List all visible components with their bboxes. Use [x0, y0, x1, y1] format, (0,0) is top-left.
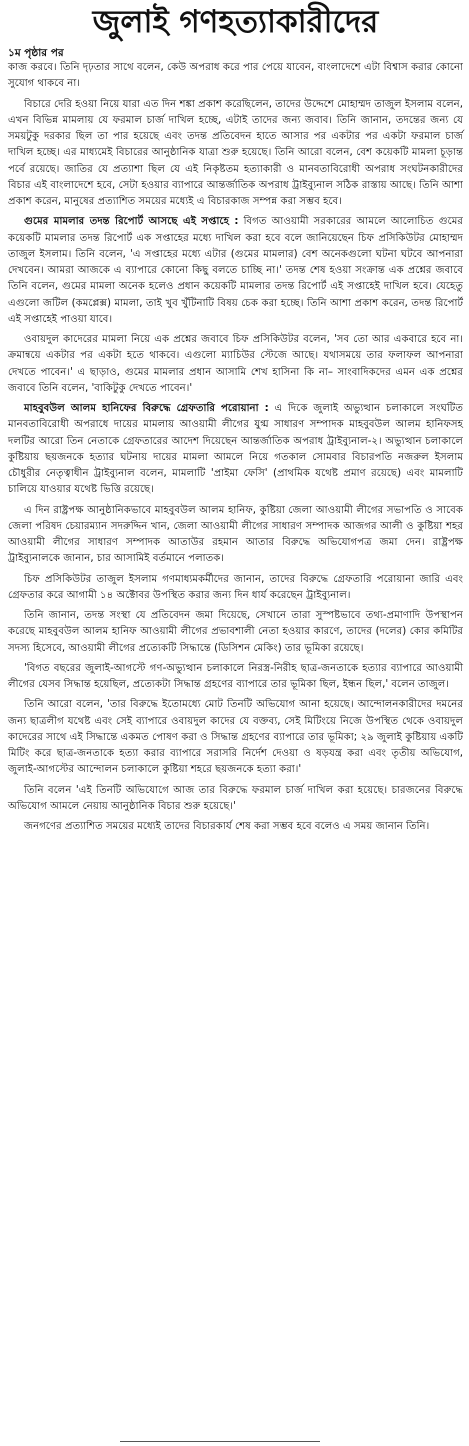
paragraph-text: কাজ করবে। তিনি দৃঢ়তার সাথে বলেন, কেউ অপরাধ করে পার পেয়ে যাবেন, বাংলাদেশে এটা বিশ্বাস করার কোনো সুযোগ থাকবে না। [8, 62, 463, 90]
article-body [8, 60, 463, 835]
paragraph-text: ওবায়দুল কাদেরের মামলা নিয়ে এক প্রশ্নের জবাবে চিফ প্রসিকিউটর বলেন, 'সব তো আর একবারে হবে না। ক্রমান্বয়ে একটার পর একটা হতে থাকবে। এগুলো ম্যাচিউর স্টেজে আছে। যথাসময়ে তার ফলাফল আপনারা দেখতে পাবেন।' এ ছাড়াও, গুমের মামলার প্রধান আসামি শেখ হাসিনা কি না– সাংবাদিকদের এমন এক প্রশ্নের জবাবে তিনি বলেন, 'বাকিটুকু দেখতে পাবেন।' [8, 334, 463, 394]
end-divider [120, 1441, 320, 1442]
paragraph-text: তিনি বলেন 'এই তিনটি অভিযোগে আজ তার বিরুদ্ধে ফরমাল চার্জ দাখিল করা হয়েছে। চারজনের বিরুদ্ধে অভিযোগ আমলে নেয়ায় আনুষ্ঠানিক বিচার শুরু হয়েছে।' [8, 784, 463, 812]
headline: জুলাই গণহত্যাকারীদের [92, 4, 379, 40]
paragraph [8, 60, 463, 93]
paragraph [8, 608, 463, 657]
continued-from-note: ১ম পৃষ্ঠার পর [8, 47, 64, 59]
paragraph [8, 97, 463, 211]
paragraph-text: 'বিগত বছরের জুলাই-আগস্টে গণ-অভ্যুত্থান চলাকালে নিরস্ত্র-নিরীহ ছাত্র-জনতাকে হত্যার ব্যাপারে আওয়ামী লীগের যেসব সিদ্ধান্ত হয়েছিল, প্রত্যেকটা সিদ্ধান্ত গ্রহণের ব্যাপারে তার ভূমিকা ছিল, ইন্ধন ছিল,' বলেন তাজুল। [8, 662, 463, 690]
paragraph [8, 572, 463, 605]
paragraph-text: জনগণের প্রত্যাশিত সময়ের মধ্যেই তাদের বিচারকার্য শেষ করা সম্ভব হবে বলেও এ সময় জানান তিনি। [24, 821, 430, 832]
paragraph-text: চিফ প্রসিকিউটর তাজুল ইসলাম গণমাধ্যমকর্মীদের জানান, তাদের বিরুদ্ধে গ্রেফতারি পরোয়ানা জারি এবং গ্রেফতার করে আগামী ১৪ অক্টোবর উপস্থিত করার জন্য দিন ধার্য করেছেন ট্রাইব্যুনাল। [8, 573, 463, 601]
paragraph [8, 401, 463, 499]
paragraph [8, 503, 463, 568]
paragraph-text: তিনি আরো বলেন, 'তার বিরুদ্ধে ইতোমধ্যে মোট তিনটি অভিযোগ আনা হয়েছে। আন্দোলনকারীদের দমনের জন্য ছাত্রলীগ যথেষ্ট এবং সেই ব্যাপারে ওবায়দুল কাদের যে বক্তব্য, সেই মিটিংয়ে নিজে উপস্থিত থেকে ওবায়দুল কাদেরের সাথে এই সিদ্ধান্তে একমত পোষণ করা ও সিদ্ধান্ত গ্রহণের ব্যাপারে তার ভূমিকা; ২৯ জুলাই কুষ্টিয়ায় একটি মিটিং করে ছাত্র-জনতাকে হত্যা করার ব্যাপারে সরাসরি নির্দেশ দেওয়া ও ষড়যন্ত্র করা এবং তৃতীয় অভিযোগ, জুলাই-আগস্টের আন্দোলন চলাকালে কুষ্টিয়া শহরে ছয়জনকে হত্যা করা।' [8, 699, 463, 776]
paragraph [8, 214, 463, 328]
paragraph [8, 661, 463, 694]
paragraph [8, 332, 463, 397]
paragraph [8, 783, 463, 816]
paragraph-text: এ দিকে জুলাই অভ্যুত্থান চলাকালে সংঘটিত মানবতাবিরোধী অপরাধে দায়ের মামলায় আওয়ামী লীগের যুগ্ম সাধারণ সম্পাদক মাহবুবউল আলম হানিফসহ দলটির আরো তিন নেতাকে গ্রেফতারের আদেশ দিয়েছেন আন্তর্জাতিক অপরাধ ট্রাইব্যুনাল-২। অভ্যুত্থান চলাকালে কুষ্টিয়ায় ছয়জনকে হত্যার ঘটনায় দায়ের মামলা আমলে নিয়ে গতকাল সোমবার বিচারপতি নজরুল ইসলাম চৌধুরীর নেতৃত্বাধীন ট্রাইব্যুনাল বলেন, মামলাটি 'প্রাইমা ফেসি' (প্রাথমিক যথেষ্ট প্রমাণ রয়েছে) এবং মামলাটি চালিয়ে যাওয়ার যথেষ্ট ভিত্তি রয়েছে। [8, 403, 463, 496]
paragraph [8, 697, 463, 778]
subheading-arrest-warrant: মাহবুবউল আলম হানিফের বিরুদ্ধে গ্রেফতারি পরোয়ানা : [24, 403, 269, 414]
paragraph-text: বিগত আওয়ামী সরকারের আমলে আলোচিত গুমের কয়েকটি মামলার তদন্ত রিপোর্ট এক সপ্তাহের মধ্যে দাখিল করা হবে বলে জানিয়েছেন চিফ প্রসিকিউটর মোহাম্মদ তাজুল ইসলাম। তিনি বলেন, 'এ সপ্তাহের মধ্যে এটার (গুমের মামলার) বেশ অনেকগুলো ঘটনা ঘটবে আপনারা দেখবেন। আমরা আজকে এ ব্যাপারে কোনো কিছু বলতে চাচ্ছি না।' তদন্ত শেষ হওয়া সংক্রান্ত এক প্রশ্নের জবাবে তিনি বলেন, গুমের মামলা অনেক হলেও প্রধান কয়েকটি মামলার তদন্ত রিপোর্ট এই সপ্তাহেই দাখিল হবে। যেহেতু এগুলো জটিল (কমপ্লেক্স) মামলা, তাই খুব খুঁটিনাটি বিষয় চেক করা হচ্ছে। তিনি আশা প্রকাশ করেন, তদন্ত রিপোর্ট এই সপ্তাহেই পাওয়া যাবে। [8, 216, 463, 325]
paragraph-text: বিচারে দেরি হওয়া নিয়ে যারা এত দিন শঙ্কা প্রকাশ করেছিলেন, তাদের উদ্দেশে মোহাম্মদ তাজুল ইসলাম বলেন, এখন বিভিন্ন মামলায় যে ফরমাল চার্জ দাখিল হচ্ছে, এটাই তাদের জন্য জবাব। তিনি জানান, তদন্তের জন্য যে সময়টুকু দরকার ছিল তা পার হয়েছে এবং তদন্ত প্রতিবেদন হাতে আসার পর একটার পর একটা ফরমাল চার্জ দাখিল হচ্ছে। এর মাধ্যমেই বিচারের আনুষ্ঠানিক যাত্রা শুরু হয়েছে। তিনি আরো বলেন, বেশ কয়েকটি মামলা চূড়ান্ত পর্বে রয়েছে। জাতির যে প্রত্যাশা ছিল যে এই নিকৃষ্টতম হত্যাকারী ও মানবতাবিরোধী অপরাধ সংঘটনকারীদের বিচার এই বাংলাদেশে হবে, সেটা হওয়ার ব্যাপারে আন্তর্জাতিক অপরাধ ট্রাইব্যুনাল সঠিক রাস্তায় আছে। তিনি আশা প্রকাশ করেন, মানুষের প্রত্যাশিত সময়ের মধ্যেই এ বিচারকাজ সম্পন্ন করা সম্ভব হবে। [8, 98, 463, 207]
paragraph [8, 819, 463, 835]
paragraph-text: এ দিন রাষ্ট্রপক্ষ আনুষ্ঠানিকভাবে মাহবুবউল আলম হানিফ, কুষ্টিয়া জেলা আওয়ামী লীগের সভাপতি ও সাবেক জেলা পরিষদ চেয়ারম্যান সদরুদ্দিন খান, জেলা আওয়ামী লীগের সাধারণ সম্পাদক আজগর আলী ও কুষ্টিয়া শহর আওয়ামী লীগের সাধারণ সম্পাদক আতাউর রহমান আতার বিরুদ্ধে অভিযোগপত্র জমা দেন। রাষ্ট্রপক্ষ ট্রাইব্যুনালকে জানান, চার আসামিই বর্তমানে পলাতক। [8, 504, 463, 565]
subheading-enforced-disappearance: গুমের মামলার তদন্ত রিপোর্ট আসছে এই সপ্তাহে : [24, 216, 239, 228]
paragraph-text: তিনি জানান, তদন্ত সংস্থা যে প্রতিবেদন জমা দিয়েছে, সেখানে তারা সুস্পষ্টভাবে তথ্য-প্রমাণাদি উপস্থাপন করেছে মাহবুবউল আলম হানিফ আওয়ামী লীগের প্রভাবশালী নেতা হওয়ার কারণে, তাদের (দলের) কোর কমিটির সদস্য হিসেবে, আওয়ামী লীগের প্রত্যেকটি সিদ্ধান্তে (ডিসিশন মেকিং) তার ভূমিকা রয়েছে। [8, 610, 463, 654]
